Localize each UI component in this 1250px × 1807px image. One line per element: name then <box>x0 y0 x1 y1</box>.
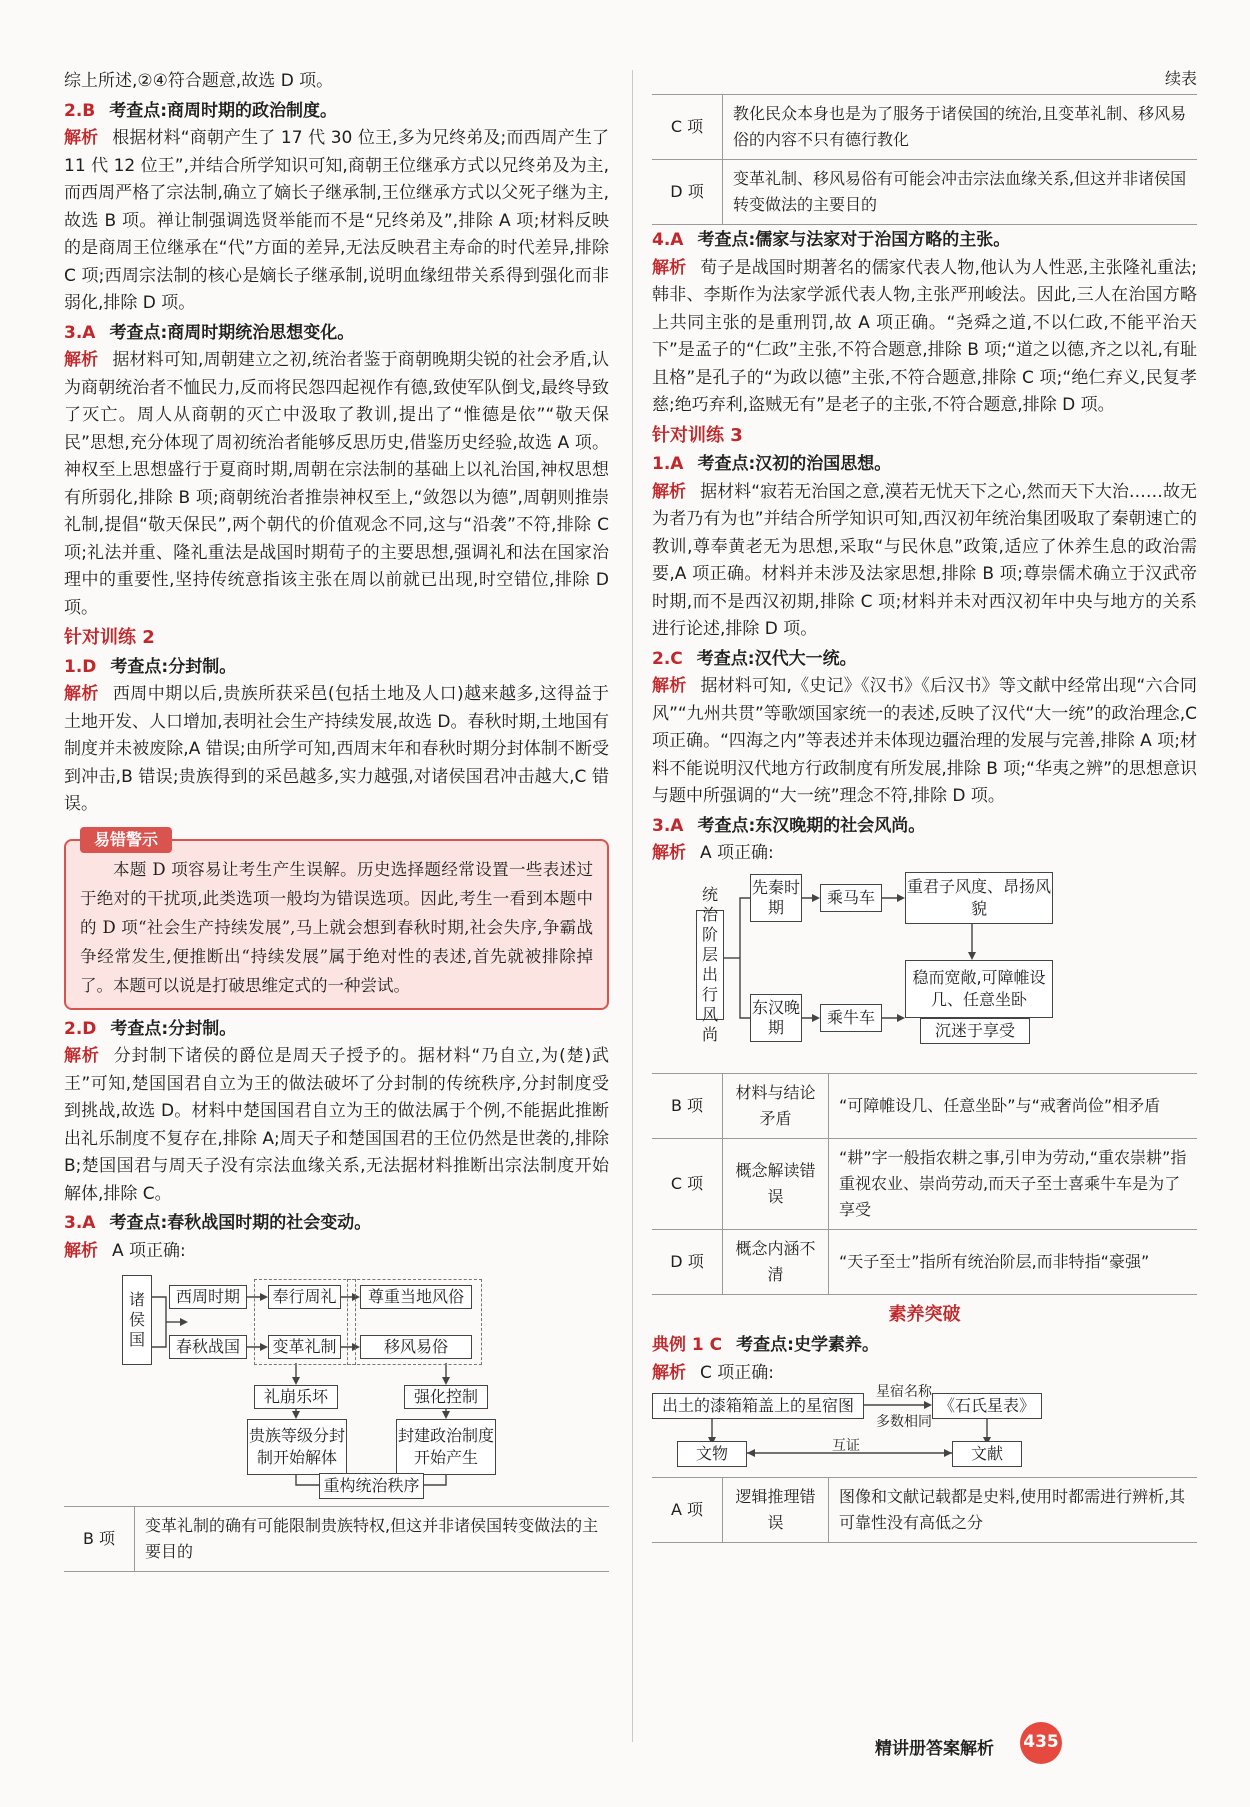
node-xingsu: 出土的漆箱箱盖上的星宿图 <box>652 1393 864 1419</box>
q2-analysis: 解析 根据材料“商朝产生了 17 代 30 位王,多为兄终弟及;而西周产生了 11 代 12 位王”,并结合所学知识可知,商朝王位继承方式以兄终弟及为主,而西周严格了宗法制,确立了嫡长子继承制,王位继承方式以父死子继为主,故选 B 项。禅让制强调选贤举能而不是“兄终弟及”,排除 A 项;材料反映的是商周王位继承在“代”方面的差异,无法反映君主寿命的时代差异,排除 C 项;西周宗法制的核心是嫡长子继承制,说明血缘纽带关系得到强化而非弱化,排除 D 项。 <box>64 128 609 313</box>
q2-num: 2.B <box>64 100 96 121</box>
t1-analysis: 解析 西周中期以后,贵族所获采邑(包括土地及人口)越来越多,这得益于土地开发、人口增加,表明社会生产持续发展,故选 D。春秋时期,土地国有制度并未被废除,A 错误;由所学可知,西周末年和春秋时期分封体制不断受到冲击,B 错误;贵族得到的采邑越多,实力越强,对诸侯国君冲击越大,C 错误。 <box>64 684 609 814</box>
s3-header: 3.A 考查点:东汉晚期的社会风尚。 <box>652 815 926 836</box>
node-chunqiu: 春秋战国 <box>169 1335 247 1359</box>
node-biange: 变革礼制 <box>268 1335 341 1359</box>
table-row: B 项 材料与结论矛盾 “可障帷设几、任意坐卧”与“戒奢尚俭”相矛盾 <box>652 1073 1197 1138</box>
t3-header: 3.A 考查点:春秋战国时期的社会变动。 <box>64 1213 372 1233</box>
error-warning-box <box>64 829 609 1010</box>
node-shishi: 《石氏星表》 <box>932 1393 1042 1419</box>
node-chansheng: 封建政治制度开始产生 <box>396 1419 496 1475</box>
t2-header: 2.D 考查点:分封制。 <box>64 1018 237 1039</box>
continued-label: 续表 <box>1164 69 1197 88</box>
node-libeng: 礼崩乐坏 <box>254 1385 338 1409</box>
table-row: D 项 概念内涵不清 “天子至士”指所有统治阶层,而非特指“豪强” <box>652 1229 1197 1294</box>
label-huzheng: 互证 <box>832 1438 860 1454</box>
node-wenxian: 文献 <box>952 1441 1022 1467</box>
diagram-evidence <box>652 1384 1197 1467</box>
node-kuanchang: 稳而宽敞,可障帷设几、任意坐卧 <box>905 960 1053 1018</box>
t1-header: 1.D 考查点:分封制。 <box>64 656 237 677</box>
q3-analysis: 解析 据材料可知,周朝建立之初,统治者鉴于商朝晚期尖锐的社会矛盾,认为商朝统治者不恤民力,反而将民怨四起视作有德,致使军队倒戈,最终导致了灭亡。周人从商朝的灭亡中汲取了教训,提出了“惟德是依”“敬天保民”思想,充分体现了周初统治者能够反思历史,借鉴历史经验,故选 A 项。神权至上思想盛行于夏商时期,周朝在宗法制的基础上以礼治国,神权思想有所弱化,排除 B 项;商朝统治者推崇神权至上,“敛怨以为德”,周朝则推崇礼制,提倡“敬天保民”,两个朝代的价值观念不同,这与“沿袭”不符,排除 C 项;礼法并重、隆礼重法是战国时期荀子的主要思想,强调礼和法在国家治理中的重要性,坚持传统意指该主张在周以前就已出现,时空错位,排除 D 项。 <box>64 350 610 618</box>
s1-analysis: 解析 据材料“寂若无治国之意,漠若无忧天下之心,然而天下大治……故无为者乃有为也”并结合所学知识可知,西汉初年统治集团吸取了秦朝速亡的教训,尊奉黄老无为思想,采取“与民休息”政策,适应了休养生息的政治需要,A 项正确。材料并未涉及法家思想,排除 B 项;尊崇儒术确立于汉武帝时期,而不是西汉初期,排除 C 项;材料并未对西汉初年中央与地方的关系进行论述,排除 D 项。 <box>652 481 1197 639</box>
footer-title: 精讲册答案解析 <box>875 1739 994 1759</box>
section-banner: 素养突破 <box>888 1303 961 1325</box>
q2-header: 2.B 考查点:商周时期的政治制度。 <box>64 100 338 121</box>
node-yisu: 移风易俗 <box>360 1335 472 1359</box>
node-kongzhi: 强化控制 <box>404 1385 488 1409</box>
node-xiangshou: 沉迷于享受 <box>920 1018 1030 1044</box>
node-donghan: 东汉晚期 <box>750 994 802 1042</box>
node-root: 诸侯国 <box>122 1275 152 1365</box>
table-row: C 项 概念解读错误 “耕”字一般指农耕之事,引申为劳动,“重农崇耕”指重视农业、崇尚劳动,而天子至士喜乘牛车是为了享受 <box>652 1138 1197 1229</box>
intro-line: 综上所述,②④符合题意,故选 D 项。 <box>64 71 334 91</box>
right-column <box>652 68 1197 1543</box>
s2-analysis: 解析 据材料可知,《史记》《汉书》《后汉书》等文献中经常出现“六合同风”“九州共贯”等歌颂国家统一的表述,反映了汉代“大一统”的政治理念,C 项正确。“四海之内”等表述并未体现边疆治理的发展与完善,排除 A 项;材料不能说明汉代地方行政制度有所发展,排除 B 项;“华夷之辨”的思想意识与题中所强调的“大一统”理念不符,排除 D 项。 <box>652 676 1198 806</box>
table-row-a: A 项 逻辑推理错误 图像和文献记载都是史料,使用时都需进行辨析,其可靠性没有高低之分 <box>652 1477 1197 1543</box>
label-same: 多数相同 <box>876 1414 932 1430</box>
s3-lead: 解析 A 项正确: <box>652 843 774 863</box>
warning-text: 本题 D 项容易让考生产生误解。历史选择题经常设置一些表述过于绝对的干扰项,此类选项一般均为错误选项。因此,考生一看到本题中的 D 项“社会生产持续发展”,马上就会想到春秋时期,社会失序,争霸战争经常发生,便推断出“持续发展”属于绝对性的表述,首先就被排除掉了。本题可以说是打破思维定式的一种尝试。 <box>80 859 593 995</box>
node-chonggou: 重构统治秩序 <box>319 1473 424 1499</box>
section-training-3: 针对训练 3 <box>652 424 743 446</box>
node-root-2: 统治阶层出行风尚 <box>696 910 724 1020</box>
node-xianqin: 先秦时期 <box>750 874 802 922</box>
diagram-social-customs <box>652 868 1197 1073</box>
node-fengdu: 重君子风度、昂扬风貌 <box>905 872 1053 924</box>
warning-tag: 易错警示 <box>80 827 172 853</box>
q4-header: 4.A 考查点:儒家与法家对于治国方略的主张。 <box>652 230 1011 250</box>
table-options-2 <box>652 1073 1197 1295</box>
diagram-social-change <box>64 1265 609 1500</box>
node-fengsu: 尊重当地风俗 <box>360 1285 472 1309</box>
node-jieti: 贵族等级分封制开始解体 <box>247 1419 347 1475</box>
page-number: 435 <box>1020 1722 1062 1764</box>
label-names: 星宿名称 <box>876 1384 932 1400</box>
node-niuche: 乘牛车 <box>820 1004 882 1032</box>
example-lead: 解析 C 项正确: <box>652 1362 775 1383</box>
q3-header: 3.A 考查点:商周时期统治思想变化。 <box>64 322 355 343</box>
section-training-2: 针对训练 2 <box>64 627 155 648</box>
left-column <box>64 68 609 1572</box>
column-divider <box>632 70 633 1742</box>
q4-analysis: 解析 荀子是战国时期著名的儒家代表人物,他认为人性恶,主张隆礼重法;韩非、李斯作为法家学派代表人物,主张严刑峻法。因此,三人在治国方略上共同主张的是重刑罚,故 A 项正确。“尧舜之道,不以仁政,不能平治天下”是孟子的“仁政”主张,不符合题意,排除 B 项;“道之以德,齐之以礼,有耻且格”是孔子的“为政以德”主张,不符合题意,排除 C 项;“绝仁弃义,民复孝慈;绝巧弃利,盗贼无有”是老子的主张,不符合题意,排除 D 项。 <box>652 257 1197 415</box>
s2-header: 2.C 考查点:汉代大一统。 <box>652 648 857 669</box>
node-zhouli: 奉行周礼 <box>268 1285 341 1309</box>
s1-header: 1.A 考查点:汉初的治国思想。 <box>652 454 892 474</box>
table-row-b-left: B 项 变革礼制的确有可能限制贵族特权,但这并非诸侯国转变做法的主要目的 <box>64 1506 609 1572</box>
example-header: 典例 1 C 考查点:史学素养。 <box>652 1335 879 1355</box>
table-continued: C 项 教化民众本身也是为了服务于诸侯国的统治,且变革礼制、移风易俗的内容不只有德行教化 D 项 变革礼制、移风易俗有可能会冲击宗法血缘关系,但这并非诸侯国转变做法的主要目的 <box>652 94 1197 225</box>
node-wenwu: 文物 <box>677 1441 747 1467</box>
node-xizhou: 西周时期 <box>169 1285 247 1309</box>
node-mache: 乘马车 <box>820 884 882 912</box>
t2-analysis: 解析 分封制下诸侯的爵位是周天子授予的。据材料“乃自立,为(楚)武王”可知,楚国国君自立为王的做法破坏了分封制的传统秩序,分封制度受到挑战,故选 D。材料中楚国国君自立为王的做法属于个例,不能据此推断出礼乐制度不复存在,排除 A;周天子和楚国国君的王位仍然是世袭的,排除 B;楚国国君与周天子没有宗法血缘关系,无法据材料推断出宗法制度开始解体,排除 C。 <box>64 1046 609 1204</box>
t3-lead: 解析 A 项正确: <box>64 1240 186 1261</box>
